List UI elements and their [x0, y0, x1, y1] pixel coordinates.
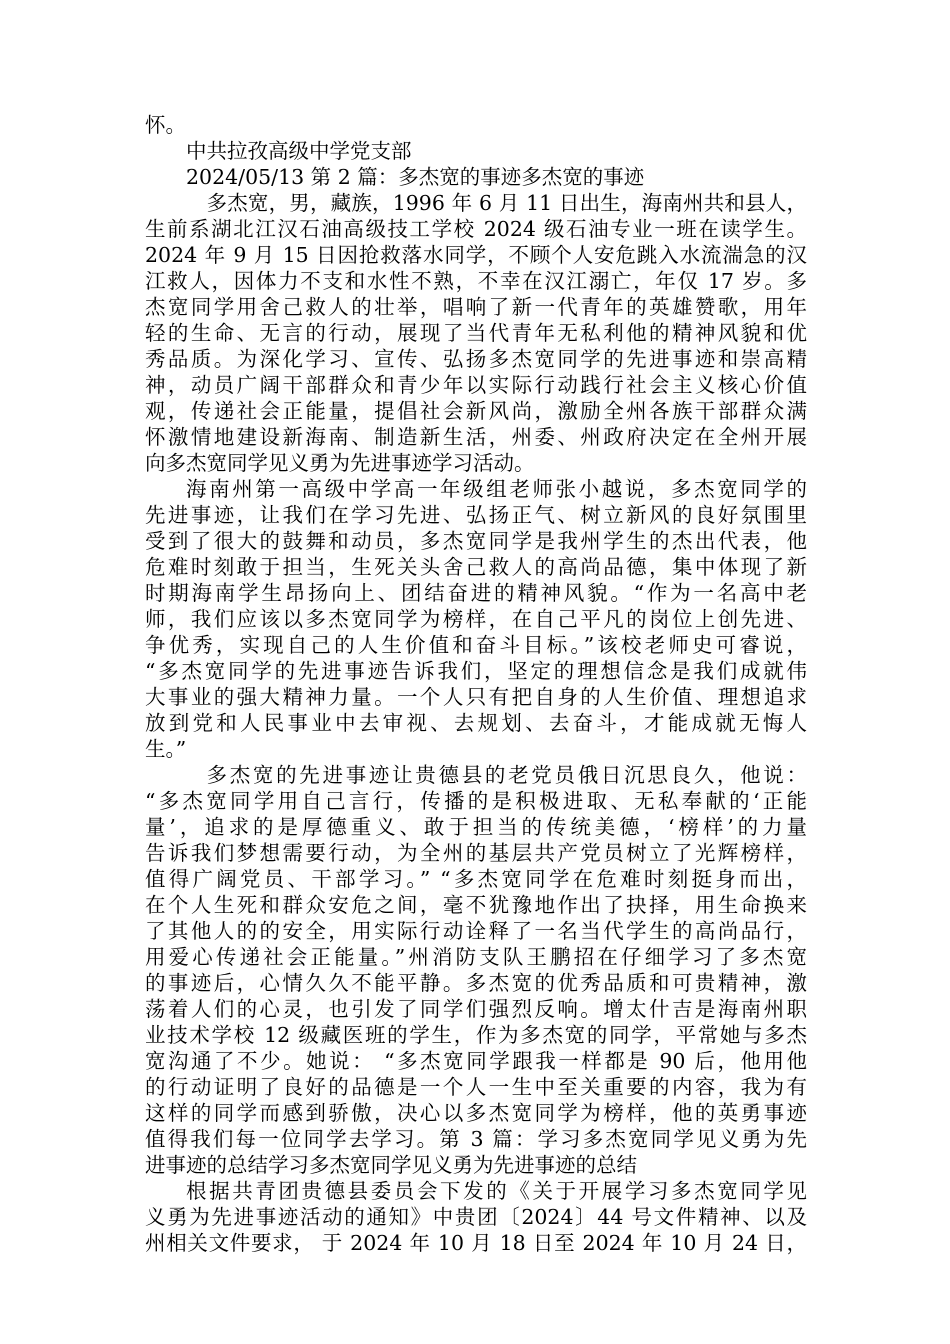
text-line: 生。” [145, 737, 187, 761]
text-line: 秀品质。为深化学习、宣传、弘扬多杰宽同学的先进事迹和崇高精 [145, 347, 807, 371]
text-line: 怀激情地建设新海南、制造新生活，州委、州政府决定在全州开展 [145, 425, 807, 449]
text-line: 多杰宽的先进事迹让贵德县的老党员俄日沉思良久，他说： [206, 763, 807, 787]
text-line: 大事业的强大精神力量。一个人只有把自身的人生价值、理想追求 [145, 685, 807, 709]
text-line: 量’，追求的是厚德重义、敢于担当的传统美德，‘榜样’的力量 [145, 815, 807, 839]
text-line: 州相关文件要求， 于 2024 年 10 月 18 日至 2024 年 10 月 24 日， [145, 1231, 807, 1255]
text-line: 这样的同学而感到骄傲，决心以多杰宽同学为榜样，他的英勇事迹 [145, 1101, 807, 1125]
text-line: 进事迹的总结学习多杰宽同学见义勇为先进事迹的总结 [145, 1153, 637, 1177]
text-line: 中共拉孜高级中学党支部 [186, 139, 412, 163]
text-line: 在个人生死和群众安危之间，毫不犹豫地作出了抉择，用生命换来 [145, 893, 807, 917]
text-line: 杰宽同学用舍己救人的壮举，唱响了新一代青年的英雄赞歌，用年 [145, 295, 807, 319]
text-line: 向多杰宽同学见义勇为先进事迹学习活动。 [145, 451, 535, 475]
document-page [145, 112, 807, 1256]
text-line: 的事迹后，心情久久不能平静。多杰宽的优秀品质和可贵精神，激 [145, 971, 807, 995]
text-line: 多杰宽，男，藏族，1996 年 6 月 11 日出生，海南州共和县人， [206, 191, 807, 215]
text-line: 业技术学校 12 级藏医班的学生，作为多杰宽的同学，平常她与多杰 [145, 1023, 807, 1047]
text-line: 了其他人的的安全，用实际行动诠释了一名当代学生的高尚品行， [145, 919, 807, 943]
text-line: 用爱心传递社会正能量。”州消防支队王鹏招在仔细学习了多杰宽 [145, 945, 807, 969]
text-line: 时期海南学生昂扬向上、团结奋进的精神风貌。“作为一名高中老 [145, 581, 807, 605]
text-line: 轻的生命、无言的行动，展现了当代青年无私利他的精神风貌和优 [145, 321, 807, 345]
text-line: 宽沟通了不少。她说： “多杰宽同学跟我一样都是 90 后，他用他 [145, 1049, 807, 1073]
text-line: “多杰宽同学用自己言行，传播的是积极进取、无私奉献的‘正能 [145, 789, 807, 813]
text-line: 值得我们每一位同学去学习。第 3 篇：学习多杰宽同学见义勇为先 [145, 1127, 807, 1151]
text-line: 海南州第一高级中学高一年级组老师张小越说，多杰宽同学的 [186, 477, 807, 501]
text-line: 义勇为先进事迹活动的通知》中贵团〔2024〕44 号文件精神、以及 [145, 1205, 807, 1229]
text-line: 告诉我们梦想需要行动，为全州的基层共产党员树立了光辉榜样， [145, 841, 807, 865]
text-line: 2024/05/13 第 2 篇：多杰宽的事迹多杰宽的事迹 [186, 165, 645, 189]
text-line: 争优秀，实现自己的人生价值和奋斗目标。”该校老师史可睿说， [145, 633, 807, 657]
text-line: 观，传递社会正能量，提倡社会新风尚，激励全州各族干部群众满 [145, 399, 807, 423]
text-line: 江救人，因体力不支和水性不熟，不幸在汉江溺亡，年仅 17 岁。多 [145, 269, 807, 293]
text-line: 值得广阔党员、干部学习。” “多杰宽同学在危难时刻挺身而出， [145, 867, 807, 891]
text-line: 的行动证明了良好的品德是一个人一生中至关重要的内容，我为有 [145, 1075, 807, 1099]
text-line: 根据共青团贵德县委员会下发的《关于开展学习多杰宽同学见 [186, 1179, 807, 1203]
text-line: 危难时刻敢于担当，生死关头舍己救人的高尚品德，集中体现了新 [145, 555, 807, 579]
text-line: 荡着人们的心灵，也引发了同学们强烈反响。增太什吉是海南州职 [145, 997, 807, 1021]
text-line: 师，我们应该以多杰宽同学为榜样，在自己平凡的岗位上创先进、 [145, 607, 807, 631]
document-body [145, 112, 807, 1256]
text-line: “多杰宽同学的先进事迹告诉我们，坚定的理想信念是我们成就伟 [145, 659, 807, 683]
text-line: 神，动员广阔干部群众和青少年以实际行动践行社会主义核心价值 [145, 373, 807, 397]
text-line: 2024 年 9 月 15 日因抢救落水同学，不顾个人安危跳入水流湍急的汉 [145, 243, 807, 267]
text-line: 受到了很大的鼓舞和动员，多杰宽同学是我州学生的杰出代表，他 [145, 529, 807, 553]
text-line: 生前系湖北江汉石油高级技工学校 2024 级石油专业一班在读学生。 [145, 217, 807, 241]
text-line: 放到党和人民事业中去审视、去规划、去奋斗，才能成就无悔人 [145, 711, 807, 735]
text-line: 先进事迹，让我们在学习先进、弘扬正气、树立新风的良好氛围里 [145, 503, 807, 527]
text-line: 怀。 [145, 113, 186, 137]
